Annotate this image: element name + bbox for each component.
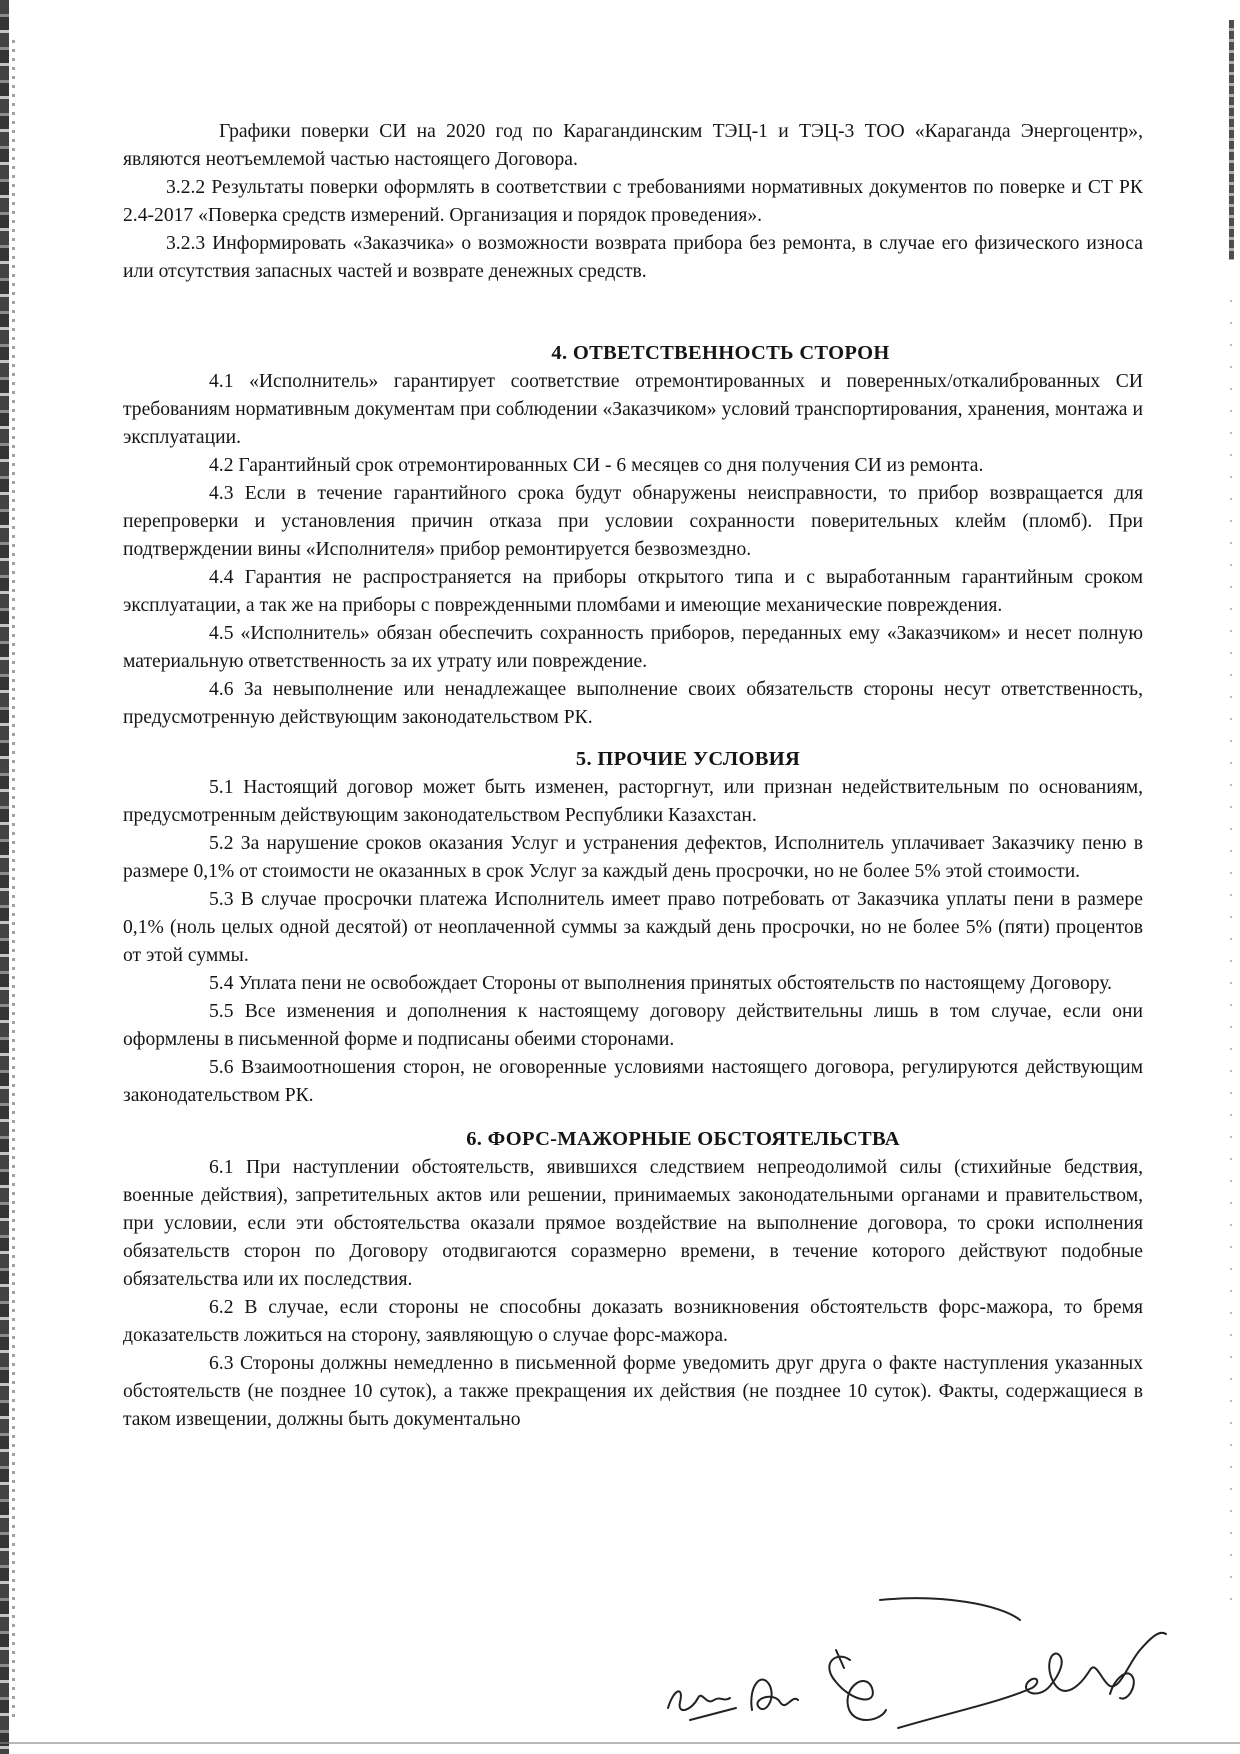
clause-text: Уплата пени не освобождает Стороны от выполнения принятых обстоятельств по настоящему Договору.: [238, 973, 1113, 994]
clause-number: 6.2: [209, 1297, 234, 1318]
scan-edge-artifact-left-dots: [12, 40, 15, 1720]
clause-text: Гарантия не распространяется на приборы открытого типа и с выработанным гарантийным сроком эксплуатации, а так же на приборы с поврежденными пломбами и имеющие механические повреждения.: [123, 567, 1143, 616]
clause-number: 5.2: [209, 833, 234, 854]
clause-6-3: [123, 1350, 1143, 1434]
scan-edge-artifact-right: [1229, 20, 1234, 260]
clause-4-2: [123, 452, 1143, 480]
clause-text: Если в течение гарантийного срока будут обнаружены неисправности, то прибор возвращается для перепроверки и установления причин отказа при условии сохранности поверительных клейм (пломб). При подтверждении вины «Исполнителя» прибор ремонтируется безвозмездно.: [123, 483, 1143, 560]
clause-text: При наступлении обстоятельств, явившихся следствием непреодолимой силы (стихийные бедствия, военные действия), запретительных актов или решении, принимаемых законодательными органами и правительством, при условии, если эти обстоятельства оказали прямое воздействие на выполнение договора, то сроки исполнения обязательств сторон по Договору отодвигаются соразмерно времени, в течение которого действуют подобные обязательства или их последствия.: [123, 1157, 1143, 1290]
clause-5-5: [123, 998, 1143, 1054]
clause-text: Настоящий договор может быть изменен, расторгнут, или признан недействительным по основаниям, предусмотренным действующим законодательством Республики Казахстан.: [123, 777, 1143, 826]
clause-number: 3.2.3: [166, 233, 206, 254]
clause-text: В случае просрочки платежа Исполнитель имеет право потребовать от Заказчика уплаты пени в размере 0,1% (ноль целых одной десятой) от неоплаченной суммы за каждый день просрочки, но не более 5% (пяти) процентов от этой суммы.: [123, 889, 1143, 966]
clause-text: «Исполнитель» гарантирует соответствие отремонтированных и поверенных/откалиброванных СИ требованиям нормативным документам при соблюдении «Заказчиком» условий транспортирования, хранения, монтажа и эксплуатации.: [123, 371, 1143, 448]
signature-2: [751, 1680, 798, 1710]
clause-text: «Исполнитель» обязан обеспечить сохранность приборов, переданных ему «Заказчиком» и несет полную материальную ответственность за их утрату или повреждение.: [123, 623, 1143, 672]
section-5-heading: 5. ПРОЧИЕ УСЛОВИЯ: [575, 748, 801, 770]
intro-text-1: Графики поверки СИ на 2020 год по Карагандинским ТЭЦ-1 и ТЭЦ-3 ТОО «Караганда Энергоцентр», являются неотъемлемой частью настоящего Договора.: [123, 121, 1143, 170]
signature-3: [829, 1657, 886, 1720]
clause-5-1: [123, 774, 1143, 830]
clause-text: В случае, если стороны не способны доказать возникновения обстоятельств форс-мажора, то бремя доказательств ложиться на сторону, заявляющую о случае форс-мажора.: [123, 1297, 1143, 1346]
clause-number: 4.4: [209, 567, 234, 588]
clause-4-6: [123, 676, 1143, 732]
clause-3-2-2: [123, 174, 1143, 230]
section-4-heading: 4. ОТВЕТСТВЕННОСТЬ СТОРОН: [551, 342, 890, 364]
clause-number: 4.3: [209, 483, 234, 504]
clause-4-1: [123, 368, 1143, 452]
clause-text: Взаимоотношения сторон, не оговоренные условиями настоящего договора, регулируются действующим законодательством РК.: [123, 1057, 1143, 1106]
clause-5-2: [123, 830, 1143, 886]
clause-number: 5.5: [209, 1001, 234, 1022]
clause-number: 5.3: [209, 889, 234, 910]
clause-4-4: [123, 564, 1143, 620]
clause-5-4: [123, 970, 1143, 998]
contract-body: [123, 118, 1143, 1434]
clause-6-2: [123, 1294, 1143, 1350]
clause-number: 3.2.2: [166, 177, 206, 198]
signature-1: [668, 1691, 730, 1710]
handwritten-signatures: [640, 1590, 1200, 1740]
scan-bottom-edge: [0, 1742, 1240, 1744]
clause-text: Результаты поверки оформлять в соответствии с требованиями нормативных документов по поверке и СТ РК 2.4-2017 «Поверка средств измерений. Организация и порядок проведения».: [123, 177, 1143, 226]
intro-paragraph-schedules: [123, 118, 1143, 174]
clause-number: 4.6: [209, 679, 234, 700]
clause-number: 5.4: [209, 973, 234, 994]
clause-number: 4.1: [209, 371, 234, 392]
clause-number: 5.6: [209, 1057, 234, 1078]
clause-text: Гарантийный срок отремонтированных СИ - 6 месяцев со дня получения СИ из ремонта.: [238, 455, 984, 476]
clause-text: Стороны должны немедленно в письменной форме уведомить друг друга о факте наступления указанных обстоятельств (не позднее 10 суток), а также прекращения их действия (не позднее 10 суток). Факты, содержащиеся в таком извещении, должны быть документально: [123, 1353, 1143, 1430]
scan-edge-artifact-right-dots: [1230, 300, 1232, 1600]
clause-number: 6.1: [209, 1157, 234, 1178]
signature-4: [898, 1633, 1166, 1728]
clause-4-3: [123, 480, 1143, 564]
clause-text: За невыполнение или ненадлежащее выполнение своих обязательств стороны несут ответственность, предусмотренную действующим законодательством РК.: [123, 679, 1143, 728]
scan-edge-artifact-left: [0, 0, 9, 1754]
signature-initials-image: [640, 1590, 1200, 1740]
clause-number: 6.3: [209, 1353, 234, 1374]
clause-text: За нарушение сроков оказания Услуг и устранения дефектов, Исполнитель уплачивает Заказчику пеню в размере 0,1% от стоимости не оказанных в срок Услуг за каждый день просрочки, но не более 5% этой стоимости.: [123, 833, 1143, 882]
clause-number: 4.5: [209, 623, 234, 644]
clause-6-1: [123, 1154, 1143, 1294]
clause-number: 5.1: [209, 777, 234, 798]
clause-text: Все изменения и дополнения к настоящему договору действительны лишь в том случае, если они оформлены в письменной форме и подписаны обеими сторонами.: [123, 1001, 1143, 1050]
section-6-heading: 6. ФОРС-МАЖОРНЫЕ ОБСТОЯТЕЛЬСТВА: [466, 1128, 900, 1150]
clause-number: 4.2: [209, 455, 234, 476]
clause-text: Информировать «Заказчика» о возможности возврата прибора без ремонта, в случае его физического износа или отсутствия запасных частей и возврате денежных средств.: [123, 233, 1144, 282]
clause-5-6: [123, 1054, 1143, 1110]
clause-3-2-3: [123, 230, 1143, 286]
clause-4-5: [123, 620, 1143, 676]
clause-5-3: [123, 886, 1143, 970]
